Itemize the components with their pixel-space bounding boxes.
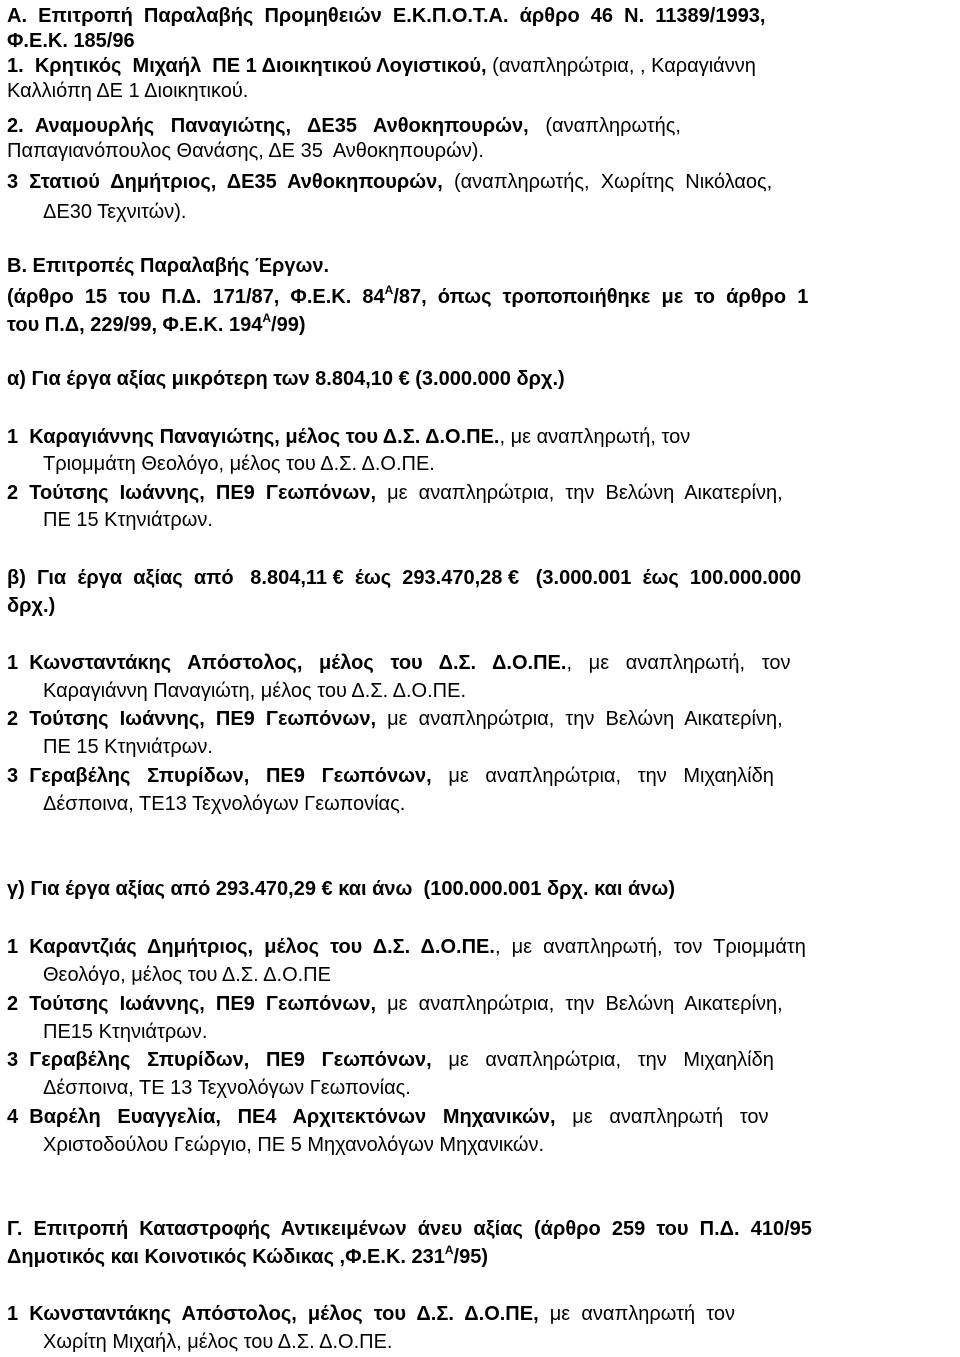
- section-a-title-line1: Α. Επιτροπή Παραλαβής Προμηθειών Ε.Κ.Π.Ο.Τ.Α. άρθρο 46 Ν. 11389/1993,: [7, 5, 766, 27]
- section-a-item-1-cont: Καλλιόπη ΔΕ 1 Διοικητικού.: [7, 80, 249, 102]
- section-a-item-3-cont: ΔΕ30 Τεχνιτών).: [43, 201, 187, 223]
- section-b-b-item-1: 1 Κωνσταντάκης Απόστολος, μέλος του Δ.Σ. Δ.Ο.ΠΕ., με αναπληρωτή, τον: [7, 652, 791, 674]
- section-c-title-line1: Γ. Επιτροπή Καταστροφής Αντικειμένων άνευ αξίας (άρθρο 259 του Π.Δ. 410/95: [7, 1218, 812, 1240]
- section-c-title-line2: Δημοτικός και Κοινοτικός Κώδικας ,Φ.Ε.Κ. $231^A/95$): [7, 1243, 489, 1268]
- section-b-b-item-1-cont: Καραγιάννη Παναγιώτη, μέλος του Δ.Σ. Δ.Ο.ΠΕ.: [43, 680, 467, 702]
- section-a-item-2-cont: Παπαγιανόπουλος Θανάσης, ΔΕ 35 Ανθοκηπουρών).: [7, 140, 484, 162]
- section-a-item-2: 2. Αναμουρλής Παναγιώτης, ΔΕ35 Ανθοκηπουρών, (αναπληρωτής,: [7, 115, 681, 137]
- section-b-b-title-line2: δρχ.): [7, 595, 56, 617]
- section-b-b-item-2-cont: ΠΕ 15 Κτηνιάτρων.: [43, 736, 213, 758]
- section-b-a-item-2-cont: ΠΕ 15 Κτηνιάτρων.: [43, 509, 213, 531]
- section-b-a-item-1: 1 Καραγιάννης Παναγιώτης, μέλος του Δ.Σ. Δ.Ο.ΠΕ., με αναπληρωτή, τον: [7, 426, 691, 448]
- section-b-c-item-4: 4 Βαρέλη Ευαγγελία, ΠΕ4 Αρχιτεκτόνων Μηχανικών, με αναπληρωτή τον: [7, 1106, 769, 1128]
- section-b-a-item-1-cont: Τριομμάτη Θεολόγο, μέλος του Δ.Σ. Δ.Ο.ΠΕ.: [43, 453, 435, 475]
- section-b-c-title: γ) Για έργα αξίας από 293.470,29 € και άνω (100.000.001 δρχ. και άνω): [7, 878, 675, 900]
- section-c-item-1-cont: Χωρίτη Μιχαήλ, μέλος του Δ.Σ. Δ.Ο.ΠΕ.: [43, 1331, 393, 1353]
- section-a-item-3: 3 Στατιού Δημήτριος, ΔΕ35 Ανθοκηπουρών, (αναπληρωτής, Χωρίτης Νικόλαος,: [7, 171, 773, 193]
- section-b-b-title-line1: β) Για έργα αξίας από 8.804,11 € έως 293.470,28 € (3.000.001 έως 100.000.000: [7, 567, 802, 589]
- section-b-c-item-2-cont: ΠΕ15 Κτηνιάτρων.: [43, 1021, 208, 1043]
- section-b-c-item-3: 3 Γεραβέλης Σπυρίδων, ΠΕ9 Γεωπόνων, με αναπληρώτρια, την Μιχαηλίδη: [7, 1049, 774, 1071]
- section-b-law-line2: του Π.Δ, 229/99, Φ.Ε.Κ. $194^A/99$): [7, 311, 306, 336]
- section-b-b-item-3: 3 Γεραβέλης Σπυρίδων, ΠΕ9 Γεωπόνων, με αναπληρώτρια, την Μιχαηλίδη: [7, 765, 774, 787]
- section-b-b-item-2: 2 Τούτσης Ιωάννης, ΠΕ9 Γεωπόνων, με αναπληρώτρια, την Βελώνη Αικατερίνη,: [7, 708, 783, 730]
- section-b-c-item-4-cont: Χριστοδούλου Γεώργιο, ΠΕ 5 Μηχανολόγων Μηχανικών.: [43, 1134, 545, 1156]
- section-a-title-line2: Φ.Ε.Κ. 185/96: [7, 30, 135, 52]
- section-b-c-item-2: 2 Τούτσης Ιωάννης, ΠΕ9 Γεωπόνων, με αναπληρώτρια, την Βελώνη Αικατερίνη,: [7, 993, 783, 1015]
- section-b-title: Β. Επιτροπές Παραλαβής Έργων.: [7, 255, 330, 277]
- section-b-law-line1: (άρθρο 15 του Π.Δ. 171/87, Φ.Ε.Κ. $84^A/87$, όπως τροποποιήθηκε με το άρθρο 1: [7, 283, 809, 308]
- section-b-a-item-2: 2 Τούτσης Ιωάννης, ΠΕ9 Γεωπόνων, με αναπληρώτρια, την Βελώνη Αικατερίνη,: [7, 482, 783, 504]
- section-b-a-title: α) Για έργα αξίας μικρότερη των 8.804,10 € (3.000.000 δρχ.): [7, 368, 565, 390]
- section-b-c-item-3-cont: Δέσποινα, ΤΕ 13 Τεχνολόγων Γεωπονίας.: [43, 1077, 411, 1099]
- section-b-b-item-3-cont: Δέσποινα, ΤΕ13 Τεχνολόγων Γεωπονίας.: [43, 793, 406, 815]
- section-c-item-1: 1 Κωνσταντάκης Απόστολος, μέλος του Δ.Σ. Δ.Ο.ΠΕ, με αναπληρωτή τον: [7, 1303, 735, 1325]
- section-b-c-item-1: 1 Καραντζιάς Δημήτριος, μέλος του Δ.Σ. Δ.Ο.ΠΕ., με αναπληρωτή, τον Τριομμάτη: [7, 936, 806, 958]
- section-a-item-1: 1. Κρητικός Μιχαήλ ΠΕ 1 Διοικητικού Λογιστικού, (αναπληρώτρια, , Καραγιάννη: [7, 55, 756, 77]
- section-b-c-item-1-cont: Θεολόγο, μέλος του Δ.Σ. Δ.Ο.ΠΕ: [43, 964, 331, 986]
